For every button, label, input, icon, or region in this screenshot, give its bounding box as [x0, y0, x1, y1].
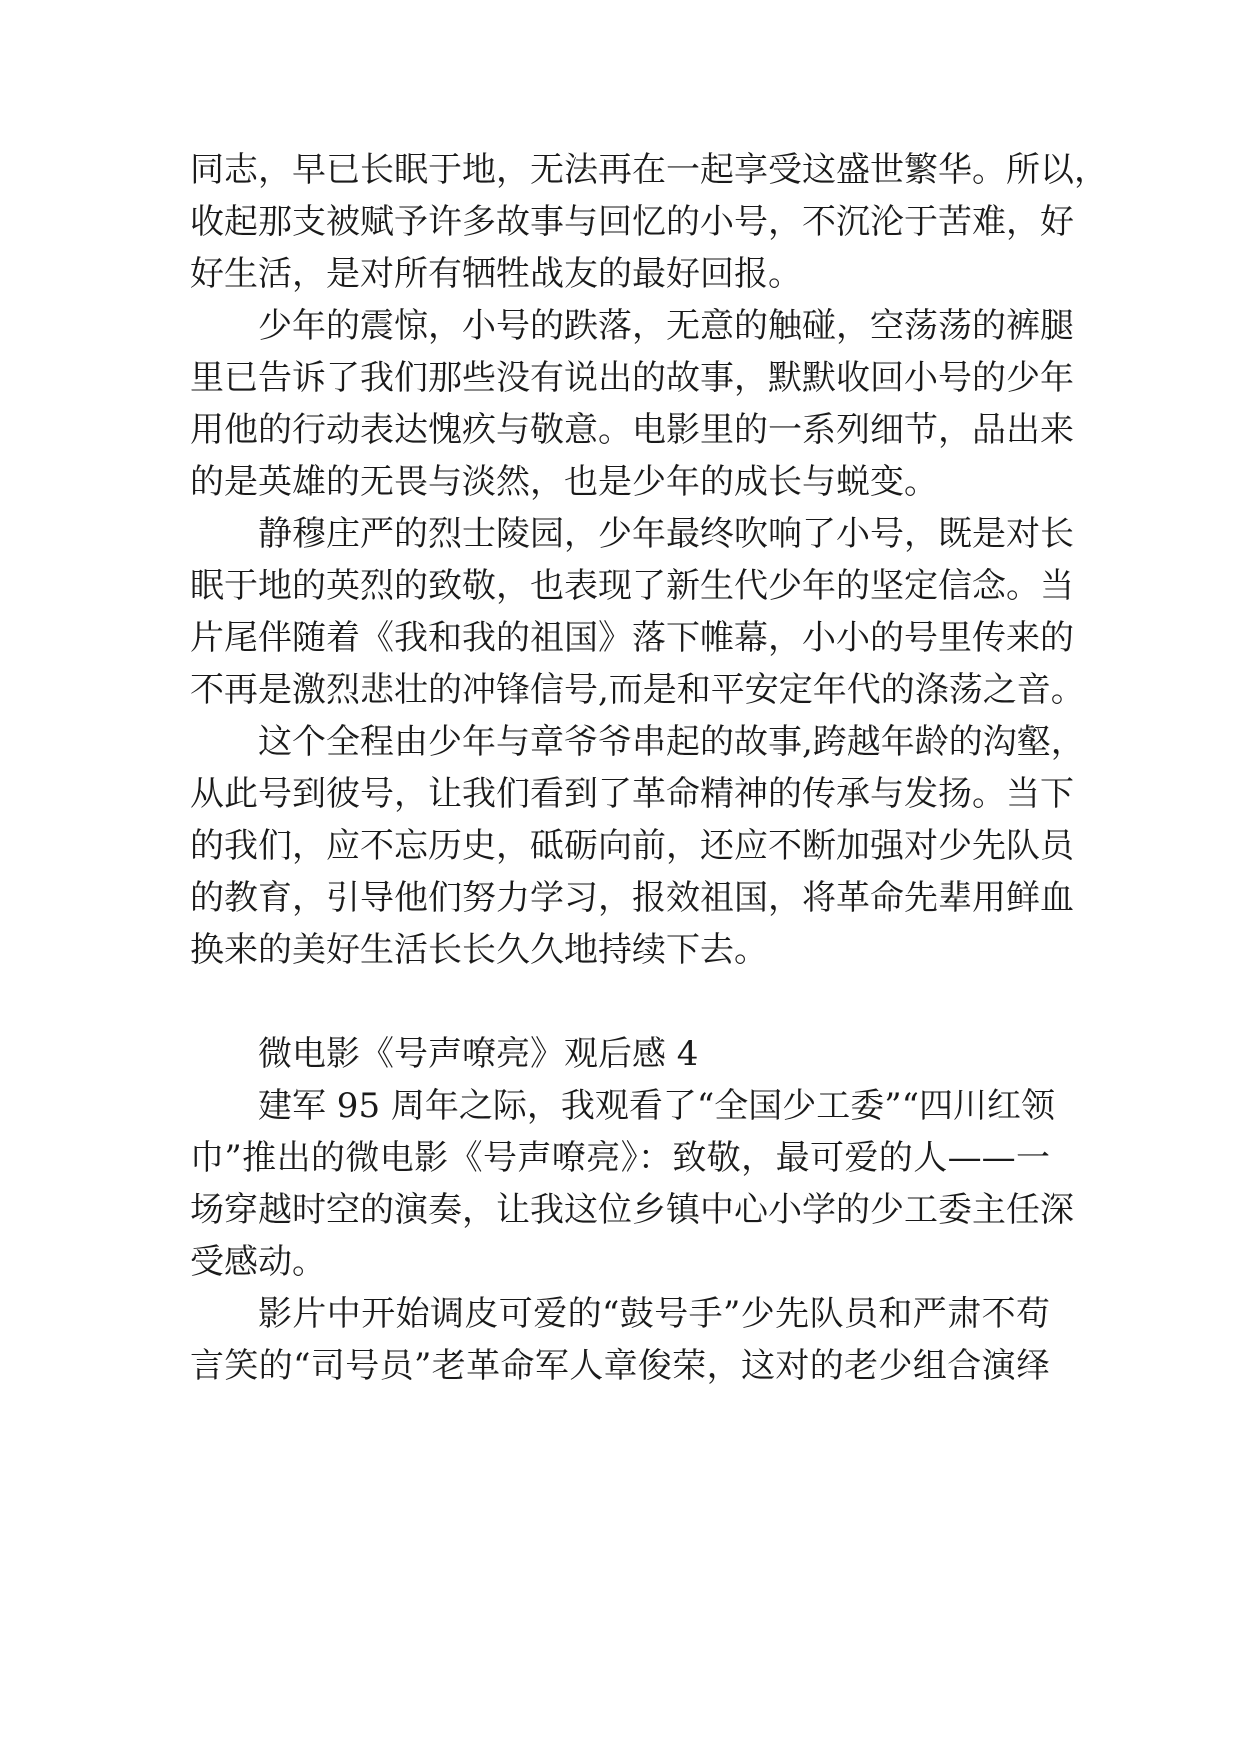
- text-line: 片尾伴随着《我和我的祖国》落下帷幕，小小的号里传来的: [190, 618, 1074, 658]
- text-line: 静穆庄严的烈士陵园，少年最终吹响了小号，既是对长: [258, 514, 1074, 554]
- text-line: 巾”推出的微电影《号声嘹亮》：致敬，最可爱的人——一: [190, 1138, 1050, 1178]
- text-line: 场穿越时空的演奏，让我这位乡镇中心小学的少工委主任深: [190, 1190, 1074, 1230]
- section-heading: 微电影《号声嘹亮》观后感 4: [258, 1034, 699, 1074]
- text-line: 不再是激烈悲壮的冲锋信号,而是和平安定年代的涤荡之音。: [190, 670, 1085, 710]
- text-line: 眠于地的英烈的致敬，也表现了新生代少年的坚定信念。当: [190, 566, 1074, 606]
- text-line: 少年的震惊，小号的跌落，无意的触碰，空荡荡的裤腿: [258, 306, 1074, 346]
- text-line: 影片中开始调皮可爱的“鼓号手”少先队员和严肃不苟: [258, 1294, 1050, 1334]
- text-line: 好生活，是对所有牺牲战友的最好回报。: [190, 254, 802, 294]
- text-line: 受感动。: [190, 1242, 326, 1282]
- text-line: 的教育，引导他们努力学习，报效祖国，将革命先辈用鲜血: [190, 878, 1074, 918]
- text-line: 的我们，应不忘历史，砥砺向前，还应不断加强对少先队员: [190, 826, 1074, 866]
- text-line: 换来的美好生活长长久久地持续下去。: [190, 930, 768, 970]
- text-line: 收起那支被赋予许多故事与回忆的小号，不沉沦于苦难，好: [190, 202, 1074, 242]
- text-line: 里已告诉了我们那些没有说出的故事，默默收回小号的少年: [190, 358, 1074, 398]
- text-line: 的是英雄的无畏与淡然，也是少年的成长与蜕变。: [190, 462, 938, 502]
- text-line: 同志，早已长眠于地，无法再在一起享受这盛世繁华。所以，: [190, 150, 1108, 190]
- text-line: 从此号到彼号，让我们看到了革命精神的传承与发扬。当下: [190, 774, 1074, 814]
- text-line: 这个全程由少年与章爷爷串起的故事,跨越年龄的沟壑，: [258, 722, 1085, 762]
- text-line: 建军 95 周年之际，我观看了“全国少工委”“四川红领: [258, 1086, 1056, 1126]
- text-line: 言笑的“司号员”老革命军人章俊荣，这对的老少组合演绎: [190, 1346, 1050, 1386]
- text-line: 用他的行动表达愧疚与敬意。电影里的一系列细节，品出来: [190, 410, 1074, 450]
